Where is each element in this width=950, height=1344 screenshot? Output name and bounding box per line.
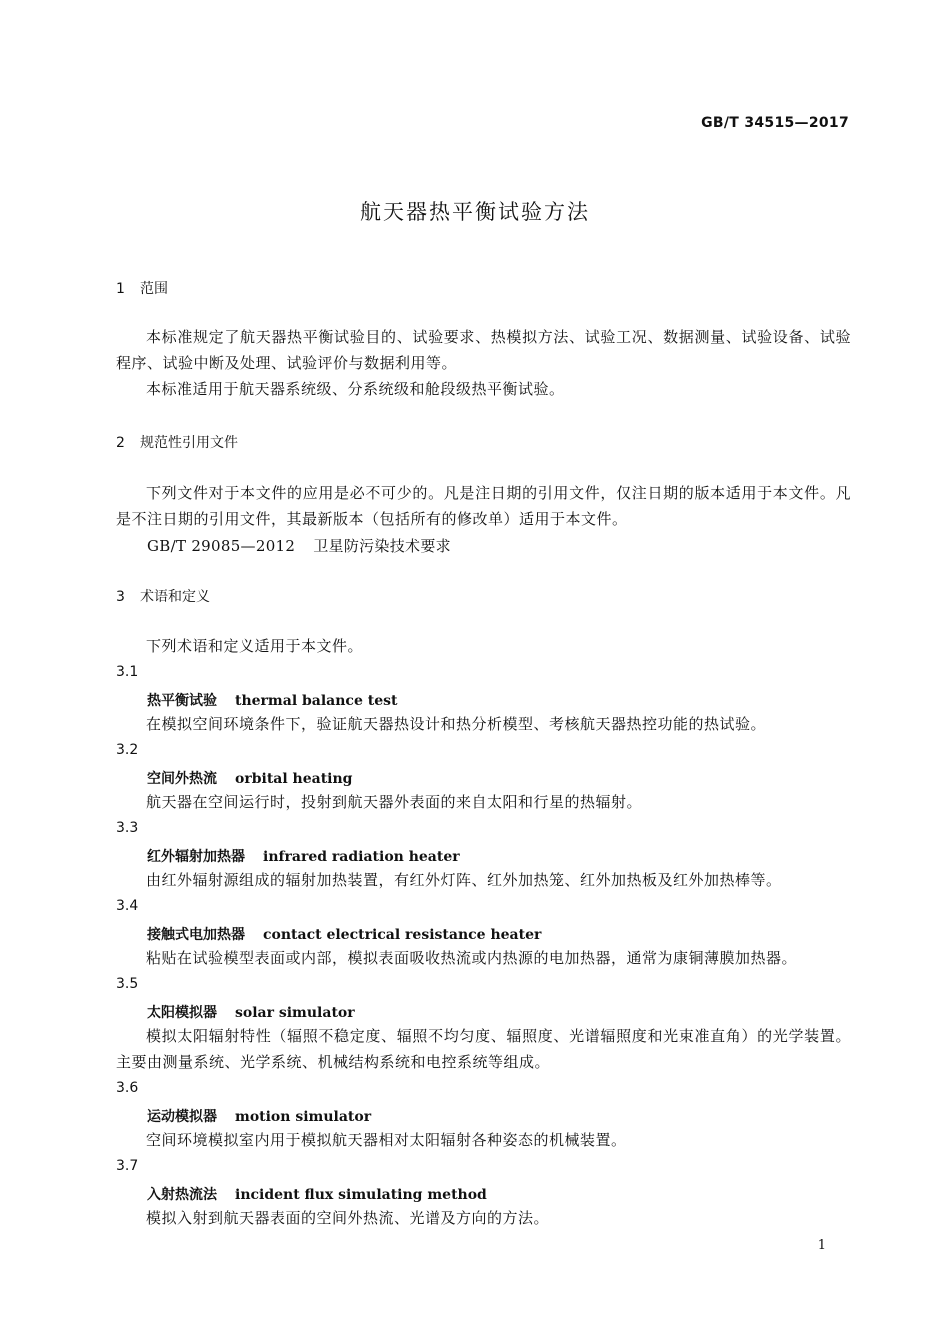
term-name-en: motion simulator bbox=[235, 1109, 372, 1125]
term-name bbox=[147, 690, 397, 710]
term-name-en: solar simulator bbox=[235, 1005, 355, 1021]
section-number: 1 bbox=[116, 281, 125, 297]
section-number: 2 bbox=[116, 435, 125, 451]
term-name bbox=[147, 846, 460, 866]
section-title: 术语和定义 bbox=[140, 589, 210, 605]
term-definition: 粘贴在试验模型表面或内部，模拟表面吸收热流或内热源的电加热器，通常为康铜薄膜加热器。 bbox=[146, 949, 798, 967]
section-1-heading bbox=[116, 278, 168, 298]
term-definition: 模拟太阳辐射特性（辐照不稳定度、辐照不均匀度、辐照度、光谱辐照度和光束准直角）的光学装置。主要由测量系统、光学系统、机械结构系统和电控系统等组成。 bbox=[116, 1027, 851, 1071]
term-name-zh: 空间外热流 bbox=[147, 771, 217, 787]
term-definition: 由红外辐射源组成的辐射加热装置，有红外灯阵、红外加热笼、红外加热板及红外加热棒等。 bbox=[146, 871, 782, 889]
term-number: 3.4 bbox=[116, 898, 139, 914]
section-3-heading bbox=[116, 586, 210, 606]
term-name bbox=[147, 1184, 487, 1204]
section-1-paragraph-1: 本标准规定了航天器热平衡试验目的、试验要求、热模拟方法、试验工况、数据测量、试验设备、试验程序、试验中断及处理、试验评价与数据利用等。 bbox=[116, 328, 851, 372]
term-name-zh: 接触式电加热器 bbox=[147, 927, 245, 943]
term-name-zh: 太阳模拟器 bbox=[147, 1005, 217, 1021]
term-name-en: thermal balance test bbox=[235, 693, 398, 709]
term-number: 3.7 bbox=[116, 1158, 139, 1174]
section-title: 范围 bbox=[140, 281, 168, 297]
term-definition: 空间环境模拟室内用于模拟航天器相对太阳辐射各种姿态的机械装置。 bbox=[146, 1131, 627, 1149]
term-name-en: contact electrical resistance heater bbox=[263, 927, 542, 943]
term-name-en: incident flux simulating method bbox=[235, 1187, 487, 1203]
term-name-zh: 入射热流法 bbox=[147, 1187, 217, 1203]
term-name bbox=[147, 1106, 371, 1126]
reference-title: 卫星防污染技术要求 bbox=[313, 537, 451, 555]
term-name bbox=[147, 924, 541, 944]
term-name-zh: 热平衡试验 bbox=[147, 693, 217, 709]
term-number: 3.5 bbox=[116, 976, 139, 992]
term-number: 3.1 bbox=[116, 664, 139, 680]
section-2-paragraph: 下列文件对于本文件的应用是必不可少的。凡是注日期的引用文件，仅注日期的版本适用于本文件。凡是不注日期的引用文件，其最新版本（包括所有的修改单）适用于本文件。 bbox=[116, 484, 851, 528]
normative-reference bbox=[147, 535, 451, 556]
section-3-intro: 下列术语和定义适用于本文件。 bbox=[146, 637, 364, 655]
section-title: 规范性引用文件 bbox=[140, 435, 238, 451]
term-name-en: infrared radiation heater bbox=[263, 849, 460, 865]
document-title: 航天器热平衡试验方法 bbox=[360, 200, 590, 224]
term-definition: 模拟入射到航天器表面的空间外热流、光谱及方向的方法。 bbox=[146, 1209, 550, 1227]
section-1-paragraph-2: 本标准适用于航天器系统级、分系统级和舱段级热平衡试验。 bbox=[146, 380, 565, 398]
term-name-zh: 运动模拟器 bbox=[147, 1109, 217, 1125]
reference-code: GB/T 29085—2012 bbox=[147, 537, 296, 555]
term-number: 3.6 bbox=[116, 1080, 139, 1096]
section-number: 3 bbox=[116, 589, 125, 605]
term-name bbox=[147, 768, 352, 788]
term-name-en: orbital heating bbox=[235, 771, 353, 787]
term-definition: 在模拟空间环境条件下，验证航天器热设计和热分析模型、考核航天器热控功能的热试验。 bbox=[146, 715, 767, 733]
page-number: 1 bbox=[817, 1238, 826, 1253]
term-number: 3.2 bbox=[116, 742, 139, 758]
term-definition: 航天器在空间运行时，投射到航天器外表面的来自太阳和行星的热辐射。 bbox=[146, 793, 643, 811]
term-name-zh: 红外辐射加热器 bbox=[147, 849, 245, 865]
standard-code: GB/T 34515—2017 bbox=[701, 115, 849, 131]
section-2-heading bbox=[116, 432, 238, 452]
term-name bbox=[147, 1002, 355, 1022]
term-number: 3.3 bbox=[116, 820, 139, 836]
